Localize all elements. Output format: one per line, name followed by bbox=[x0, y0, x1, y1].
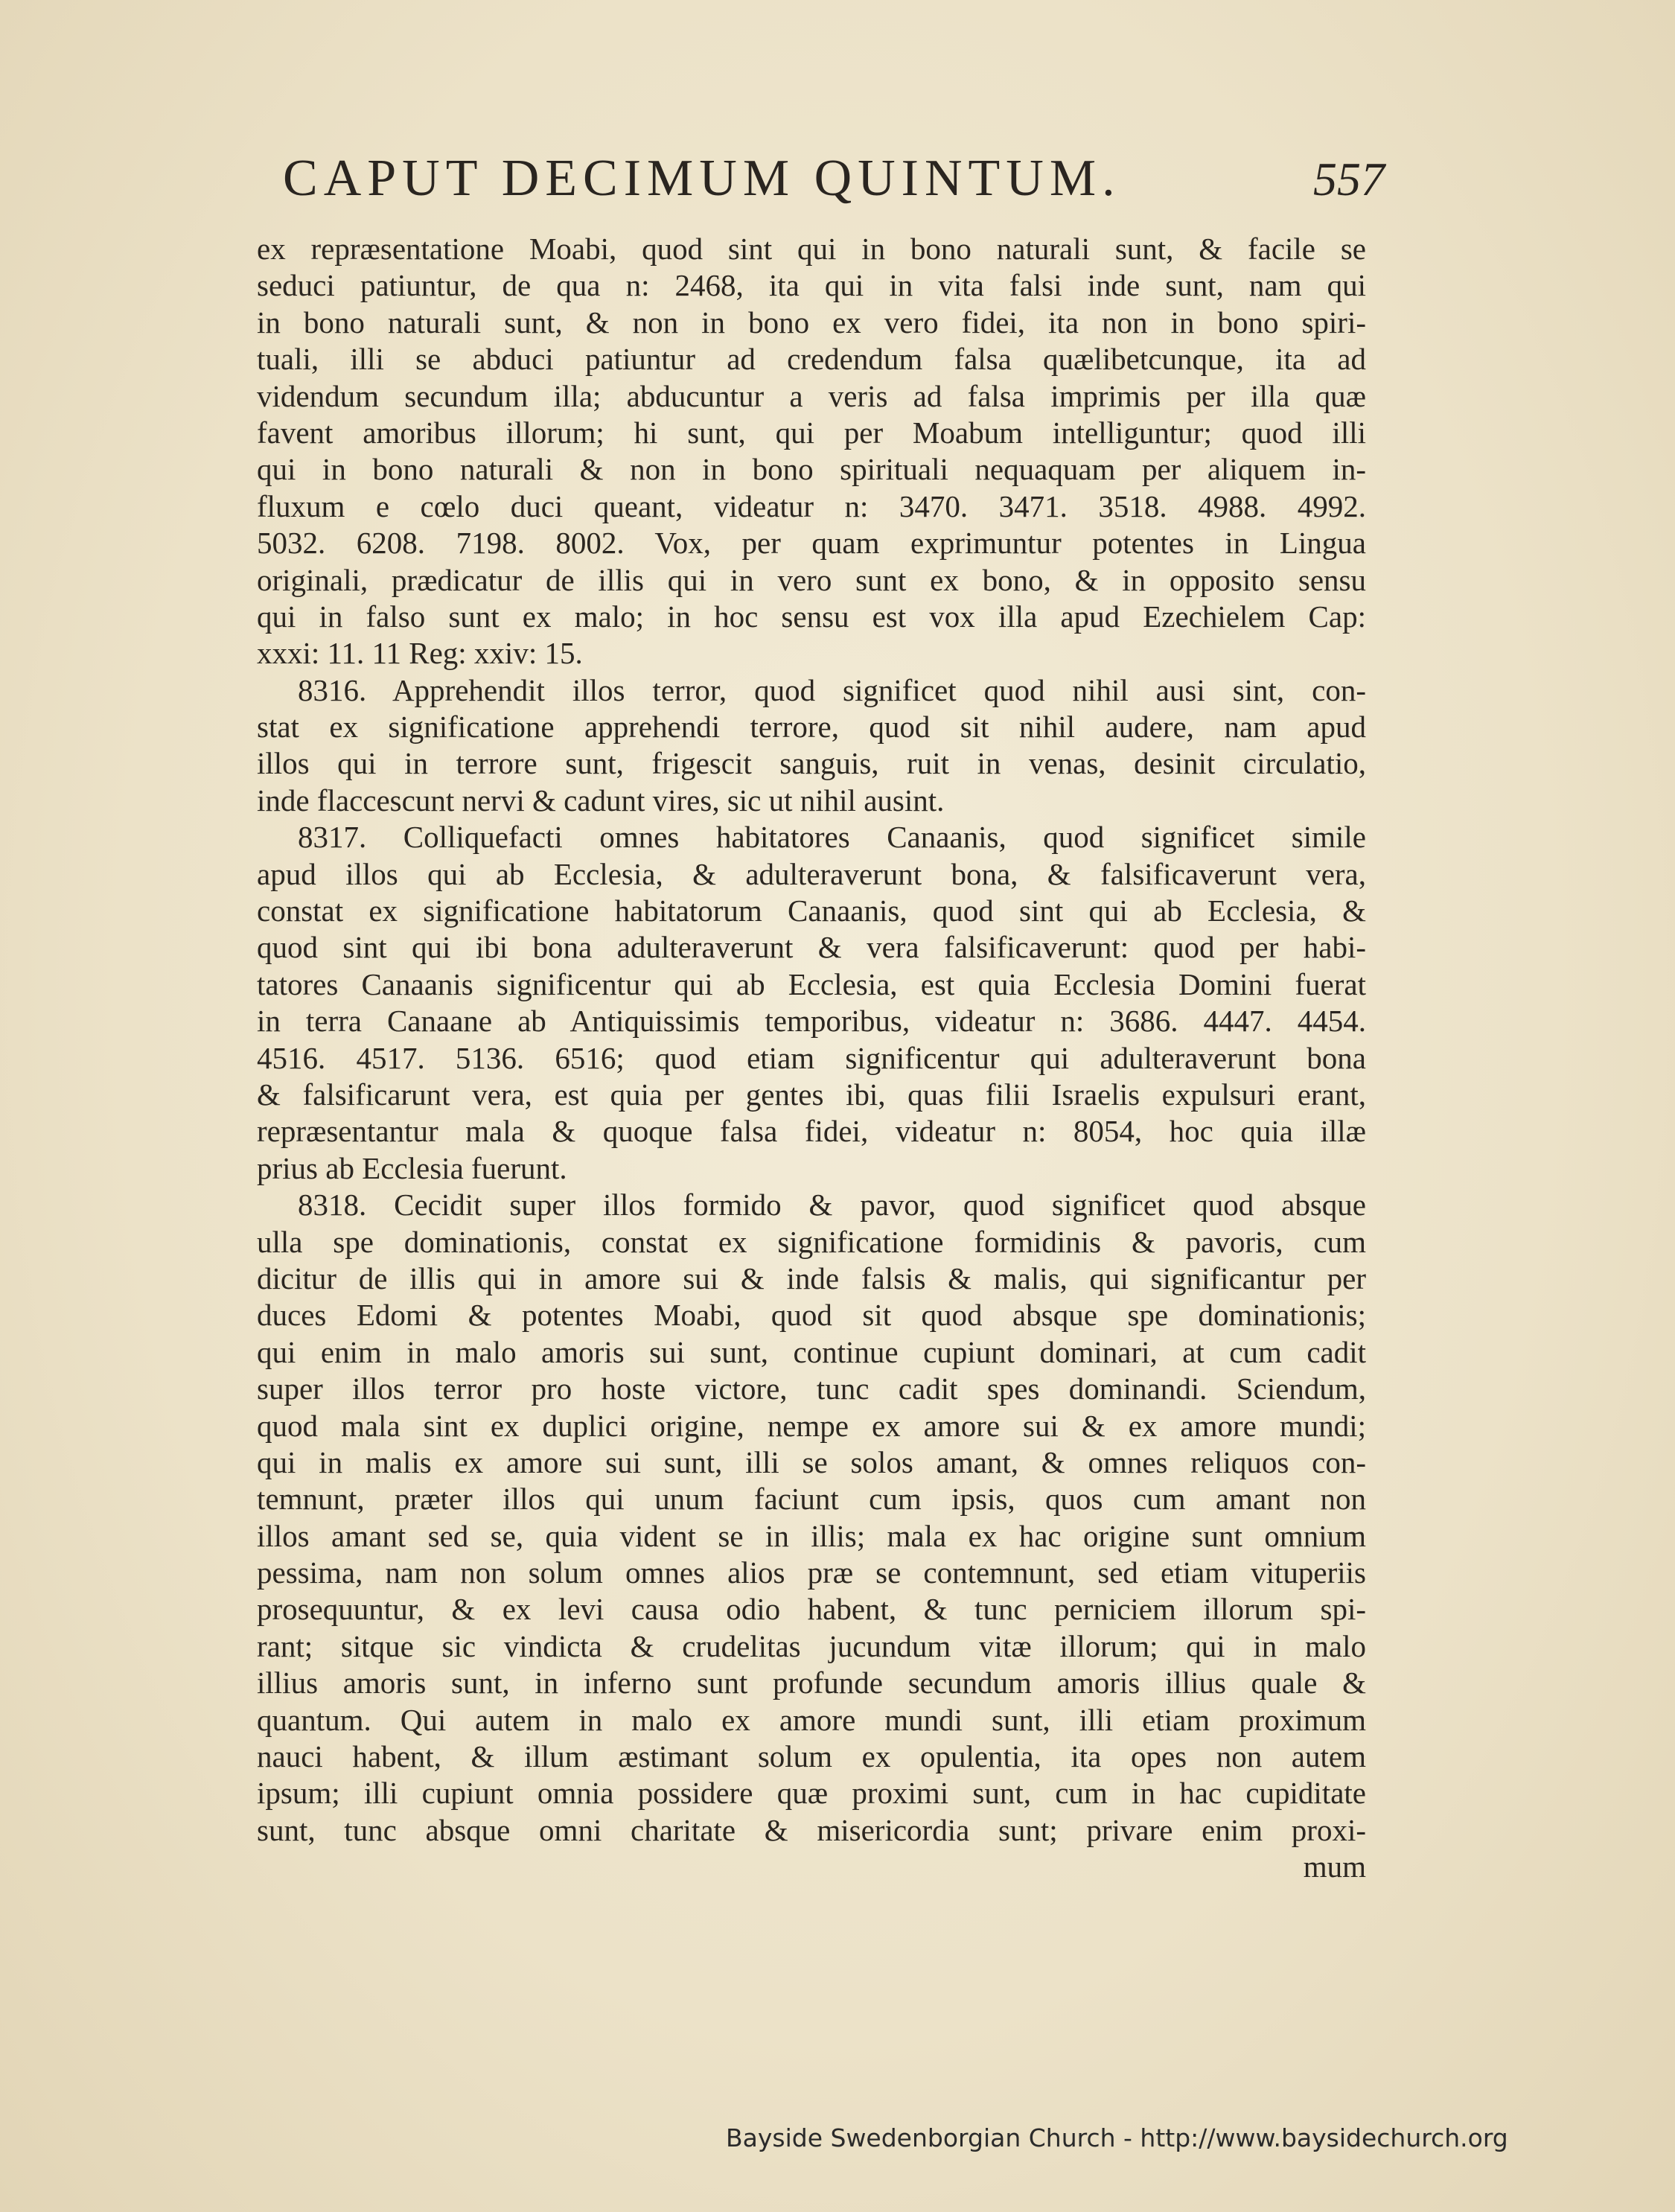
text-line: illius amoris sunt, in inferno sunt profunde secundum amoris illius quale & bbox=[257, 1666, 1366, 1701]
text-line: stat ex significatione apprehendi terrore, quod sit nihil audere, nam apud bbox=[257, 710, 1366, 745]
text-line: 5032. 6208. 7198. 8002. Vox, per quam exprimuntur potentes in Lingua bbox=[257, 526, 1366, 561]
text-line: dicitur de illis qui in amore sui & inde falsis & malis, qui significantur per bbox=[257, 1260, 1366, 1295]
text-line: illos qui in terrore sunt, frigescit sanguis, ruit in venas, desinit circulatio, bbox=[257, 746, 1366, 781]
text-line: ex repræsentatione Moabi, quod sint qui in bono naturali sunt, & facile se bbox=[257, 232, 1366, 266]
text-line: in bono naturali sunt, & non in bono ex vero fidei, ita non in bono spiri- bbox=[257, 305, 1366, 340]
text-line: repræsentantur mala & quoque falsa fidei, videatur n: 8054, hoc quia illæ bbox=[257, 1114, 1366, 1149]
text-line: constat ex significatione habitatorum Canaanis, quod sint qui ab Ecclesia, & bbox=[257, 893, 1366, 928]
text-line: 4516. 4517. 5136. 6516; quod etiam significentur qui adulteraverunt bona bbox=[257, 1040, 1366, 1075]
running-title: CAPUT DECIMUM QUINTUM. bbox=[283, 150, 1121, 207]
footer-credit: Bayside Swedenborgian Church - http://www.baysidechurch.org bbox=[726, 2123, 1508, 2152]
text-line: temnunt, præter illos qui unum faciunt cum ipsis, quos cum amant non bbox=[257, 1482, 1366, 1517]
paragraph-8317-start: 8317. Colliquefacti omnes habitatores Canaanis, quod significet simile bbox=[298, 820, 1366, 855]
text-line: seduci patiuntur, de qua n: 2468, ita qui in vita falsi inde sunt, nam qui bbox=[257, 268, 1366, 303]
text-line: ipsum; illi cupiunt omnia possidere quæ proximi sunt, cum in hac cupiditate bbox=[257, 1776, 1366, 1811]
text-line: ulla spe dominationis, constat ex significatione formidinis & pavoris, cum bbox=[257, 1224, 1366, 1259]
text-line: quod mala sint ex duplici origine, nempe ex amore sui & ex amore mundi; bbox=[257, 1408, 1366, 1443]
text-line: quantum. Qui autem in malo ex amore mundi sunt, illi etiam proximum bbox=[257, 1702, 1366, 1737]
text-line: tatores Canaanis significentur qui ab Ecclesia, est quia Ecclesia Domini fuerat bbox=[257, 966, 1366, 1001]
paragraph-8318-start: 8318. Cecidit super illos formido & pavor, quod significet quod absque bbox=[298, 1188, 1366, 1223]
text-line: apud illos qui ab Ecclesia, & adulteraverunt bona, & falsificaverunt vera, bbox=[257, 856, 1366, 891]
text-line: qui in falso sunt ex malo; in hoc sensu est vox illa apud Ezechielem Cap: bbox=[257, 599, 1366, 634]
text-line: rant; sitque sic vindicta & crudelitas jucundum vitæ illorum; qui in malo bbox=[257, 1628, 1366, 1663]
text-line: tuali, illi se abduci patiuntur ad credendum falsa quælibetcunque, ita ad bbox=[257, 342, 1366, 377]
text-line: originali, prædicatur de illis qui in vero sunt ex bono, & in opposito sensu bbox=[257, 562, 1366, 597]
text-line: prius ab Ecclesia fuerunt. bbox=[257, 1150, 567, 1185]
text-line: duces Edomi & potentes Moabi, quod sit quod absque spe dominationis; bbox=[257, 1298, 1366, 1333]
text-line: qui in malis ex amore sui sunt, illi se solos amant, & omnes reliquos con- bbox=[257, 1444, 1366, 1479]
text-line: pessima, nam non solum omnes alios præ se contemnunt, sed etiam vituperiis bbox=[257, 1555, 1366, 1590]
text-line: inde flaccescunt nervi & cadunt vires, sic ut nihil ausint. bbox=[257, 783, 945, 817]
page-header bbox=[283, 149, 1385, 231]
text-line: videndum secundum illa; abducuntur a veris ad falsa imprimis per illa quæ bbox=[257, 378, 1366, 413]
text-line: & falsificarunt vera, est quia per gentes ibi, quas filii Israelis expulsuri erant, bbox=[257, 1077, 1366, 1112]
text-line: prosequuntur, & ex levi causa odio habent, & tunc perniciem illorum spi- bbox=[257, 1592, 1366, 1627]
text-line: qui enim in malo amoris sui sunt, continue cupiunt dominari, at cum cadit bbox=[257, 1334, 1366, 1369]
text-line: favent amoribus illorum; hi sunt, qui per Moabum intelliguntur; quod illi bbox=[257, 415, 1366, 450]
text-line: fluxum e cœlo duci queant, videatur n: 3470. 3471. 3518. 4988. 4992. bbox=[257, 488, 1366, 523]
text-line: nauci habent, & illum æstimant solum ex opulentia, ita opes non autem bbox=[257, 1739, 1366, 1774]
catchword: mum bbox=[1303, 1849, 1366, 1884]
text-line: quod sint qui ibi bona adulteraverunt & vera falsificaverunt: quod per habi- bbox=[257, 930, 1366, 965]
text-line: super illos terror pro hoste victore, tunc cadit spes dominandi. Sciendum, bbox=[257, 1371, 1366, 1406]
text-line: qui in bono naturali & non in bono spirituali nequaquam per aliquem in- bbox=[257, 452, 1366, 487]
body-text bbox=[257, 231, 1366, 1886]
text-line: sunt, tunc absque omni charitate & misericordia sunt; privare enim proxi- bbox=[257, 1812, 1366, 1847]
text-line: in terra Canaane ab Antiquissimis temporibus, videatur n: 3686. 4447. 4454. bbox=[257, 1004, 1366, 1039]
text-line: xxxi: 11. 11 Reg: xxiv: 15. bbox=[257, 636, 583, 671]
paragraph-8316-start: 8316. Apprehendit illos terror, quod significet quod nihil ausi sint, con- bbox=[298, 672, 1366, 707]
page-number: 557 bbox=[1313, 153, 1385, 205]
text-line: illos amant sed se, quia vident se in illis; mala ex hac origine sunt omnium bbox=[257, 1518, 1366, 1553]
